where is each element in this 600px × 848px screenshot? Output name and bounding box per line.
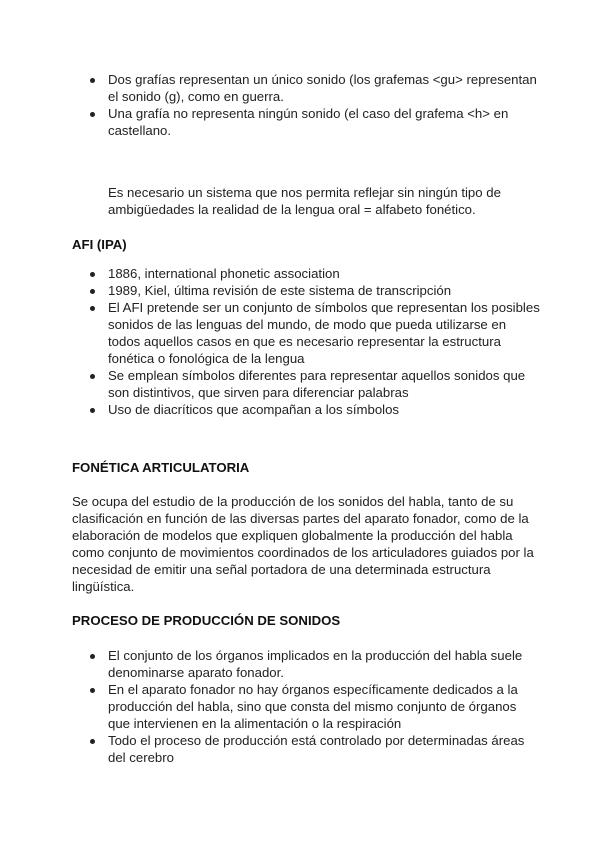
fonetica-articulatoria-paragraph: Se ocupa del estudio de la producción de los sonidos del habla, tanto de su clasificación en función de las diversas partes del aparato fonador, como de la elaboración de modelos que expliquen globalmente la producción del habla como conjunto de movimientos coordinados de los articuladores guiados por la necesidad de emitir una señal portadora de una determinada estructura lingüística. (72, 494, 534, 594)
list-item: El AFI pretende ser un conjunto de símbolos que representan los posibles sonidos de las lenguas del mundo, de modo que pueda utilizarse en todos aquellos casos en que es necesario representar la estructura fonética o fonológica de la lengua (72, 299, 540, 367)
graph-cases-list (72, 71, 540, 139)
list-item: En el aparato fonador no hay órganos específicamente dedicados a la producción del habla, sino que consta del mismo conjunto de órganos que intervienen en la alimentación o la respiración (72, 681, 540, 732)
list-item: Todo el proceso de producción está controlado por determinadas áreas del cerebro (72, 732, 540, 766)
proceso-produccion-heading: PROCESO DE PRODUCCIÓN DE SONIDOS (72, 613, 341, 628)
list-item: Uso de diacríticos que acompañan a los símbolos (72, 401, 540, 418)
list-item: Dos grafías representan un único sonido (los grafemas <gu> representan el sonido (g), como en guerra. (72, 71, 540, 105)
list-item: Se emplean símbolos diferentes para representar aquellos sonidos que son distintivos, que sirven para diferenciar palabras (72, 367, 540, 401)
list-item: El conjunto de los órganos implicados en la producción del habla suele denominarse aparato fonador. (72, 647, 540, 681)
intro-paragraph: Es necesario un sistema que nos permita reflejar sin ningún tipo de ambigüedades la realidad de la lengua oral = alfabeto fonético. (108, 185, 501, 217)
proceso-produccion-list (72, 647, 540, 766)
afi-list (72, 265, 540, 418)
afi-heading: AFI (IPA) (72, 237, 127, 252)
list-item: 1989, Kiel, última revisión de este sistema de transcripción (72, 282, 540, 299)
list-item: 1886, international phonetic association (72, 265, 540, 282)
list-item: Una grafía no representa ningún sonido (el caso del grafema <h> en castellano. (72, 105, 540, 139)
fonetica-articulatoria-heading: FONÉTICA ARTICULATORIA (72, 460, 250, 475)
